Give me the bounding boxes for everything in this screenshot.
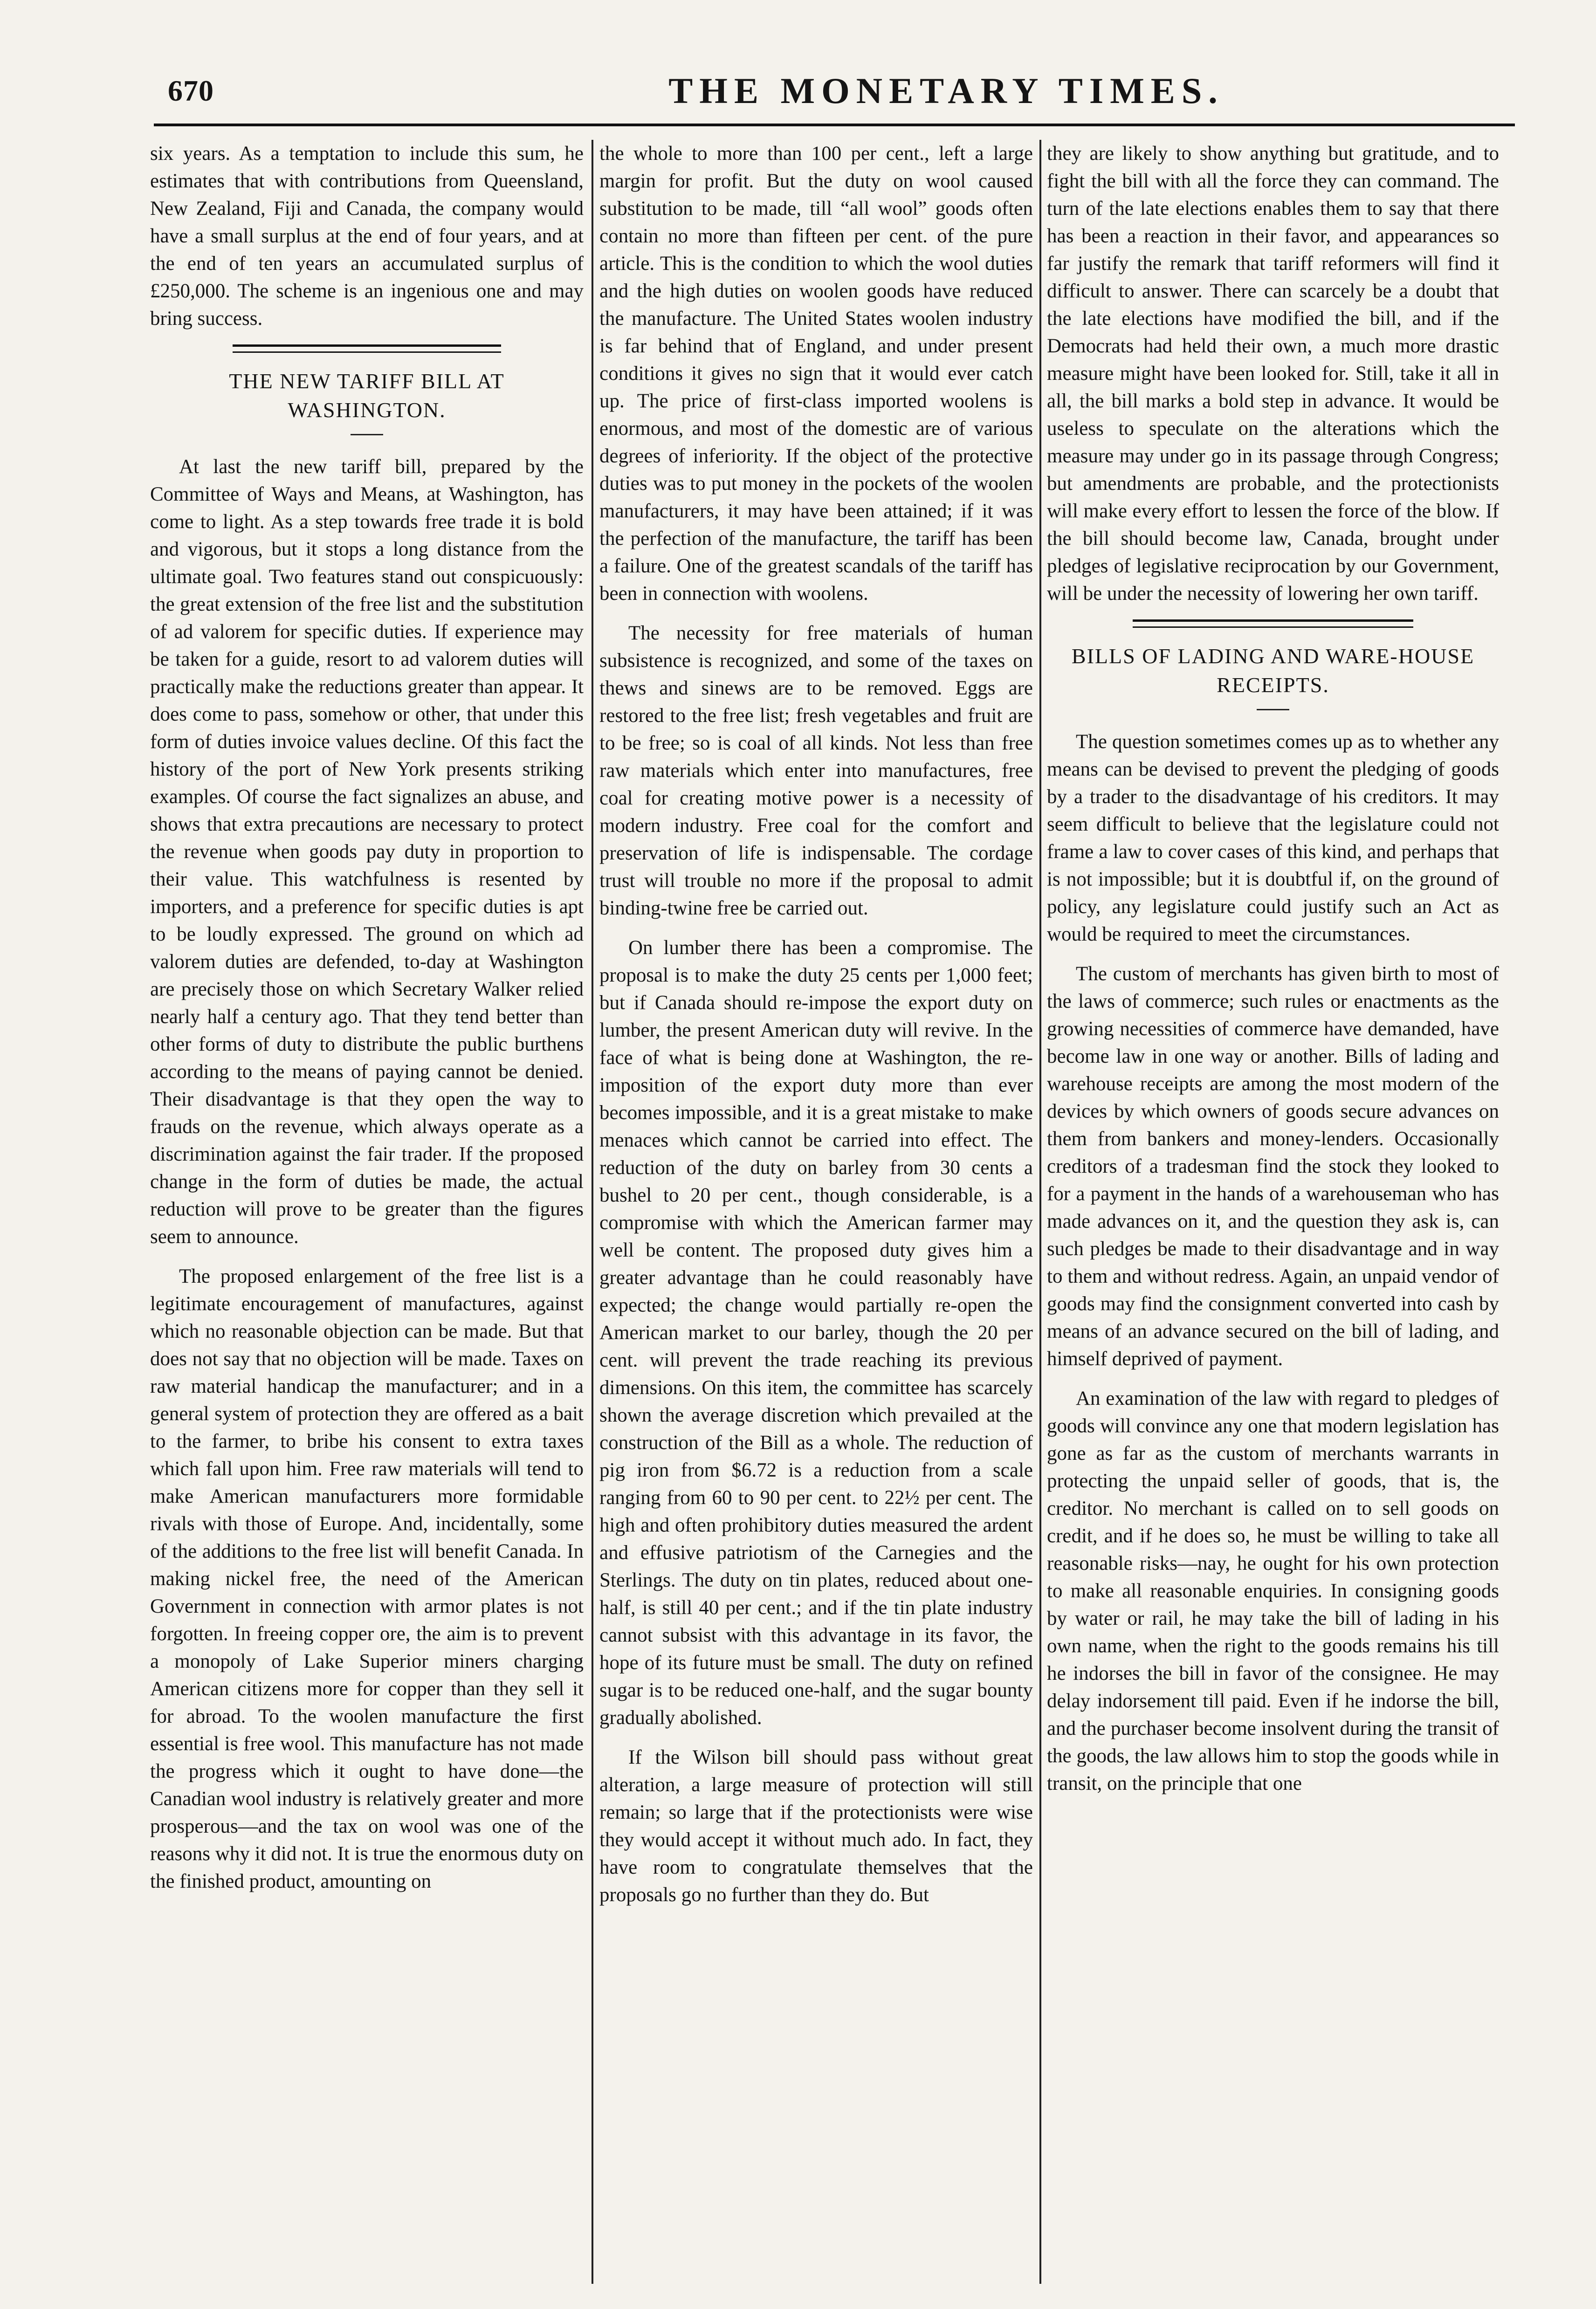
paragraph: the whole to more than 100 per cent., left a large margin for profit. But the duty on wool caused substitution to be made, till “all wool” goods often contain no more than fifteen per cent. of the pure article. This is the condition to which the wool duties and the high duties on woolen goods have reduced the manufacture. The United States woolen industry is far behind that of England, and under present conditions it gives no sign that it would ever catch up. The price of first-class imported woolens is enormous, and most of the domestic are of various degrees of inferiority. If the object of the protective duties was to put money in the pockets of the woolen manufacturers, it may have been attained; if it was the perfection of the manufacture, the tariff has been a failure. One of the greatest scandals of the tariff has been in connection with woolens. — [599, 143, 1033, 605]
heading-rule — [351, 434, 383, 435]
column-1 — [150, 140, 584, 2284]
paragraph: The custom of merchants has given birth to most of the laws of commerce; such rules or enactments as the growing necessities of commerce have demanded, have become law in one way or another. Bills of lading and warehouse receipts are among the most modern of the devices by which owners of goods secure advances on them from bankers and money-lenders. Occasionally creditors of a tradesman find the stock they looked to for a payment in the hands of a warehouseman who has made advances on it, and the question they ask is, can such pledges be made to their disadvantage and in way to them and without redress. Again, an unpaid vendor of goods may find the consignment converted into cash by means of an advance secured on the bill of lading, and himself deprived of payment. — [1047, 963, 1499, 1370]
column-divider — [1039, 140, 1041, 2284]
paragraph: If the Wilson bill should pass without great alteration, a large measure of protection will still remain; so large that if the protectionists were wise they would accept it without much ado. In fact, they have room to congratulate themselves that the proposals go no further than they do. But — [599, 1746, 1033, 1906]
article-heading: BILLS OF LADING AND WARE-HOUSE RECEIPTS. — [1071, 644, 1475, 697]
paragraph: The proposed enlargement of the free list is a legitimate encouragement of manufactures, against which no reasonable objection can be made. But that does not say that no objection will be made. Taxes on raw material handicap the manufacturer; and in a general system of protection they are offered as a bait to the farmer, to bribe his consent to extra taxes which fall upon him. Free raw materials will tend to make American manufacturers more formidable rivals with those of Europe. And, incidentally, some of the additions to the free list will benefit Canada. In making nickel free, the need of the American Government in connection with armor plates is not forgotten. In freeing copper ore, the aim is to prevent a monopoly of Lake Superior miners charging American citizens more for copper than they sell it for abroad. To the woolen manufacture the first essential is free wool. This manufacture has not made the progress which it ought to have done—the Canadian wool industry is relatively greater and more prosperous—and the tax on wool was one of the reasons why it did not. It is true the enormous duty on the finished product, amounting on — [150, 1265, 584, 1892]
column-3 — [1047, 140, 1499, 2293]
header-rule — [154, 124, 1515, 126]
column-divider — [592, 140, 593, 2284]
paragraph: The necessity for free materials of human subsistence is recognized, and some of the taxes on thews and sinews are to be removed. Eggs are restored to the free list; fresh vegetables and fruit are to be free; so is coal of all kinds. Not less than free raw materials which enter into manufactures, free coal for creating motive power is a necessity of modern industry. Free coal for the comfort and preservation of life is indispensable. The cordage trust will trouble no more if the proposal to admit binding-twine free be carried out. — [599, 622, 1033, 919]
paragraph: At last the new tariff bill, prepared by the Committee of Ways and Means, at Washington, has come to light. As a step towards free trade it is bold and vigorous, but it stops a long distance from the ultimate goal. Two features stand out conspicuously: the great extension of the free list and the substitution of ad valorem for specific duties. If experience may be taken for a guide, resort to ad valorem duties will practically make the reductions greater than appear. It does come to pass, somehow or other, that under this form of duties invoice values decline. Of this fact the history of the port of New York presents striking examples. Of course the fact signalizes an abuse, and shows that extra precautions are necessary to protect the revenue when goods pay duty in proportion to their value. This watchfulness is resented by importers, and a preference for specific duties is apt to be loudly expressed. The ground on which ad valorem duties are defended, to-day at Washington are precisely those on which Secretary Walker relied nearly half a century ago. That they tend better than other forms of duty to distribute the public burthens according to the means of paying cannot be denied. Their disadvantage is that they open the way to frauds on the revenue, which always operate as a discrimination against the fair trader. If the proposed change in the form of duties be made, the actual reduction will prove to be greater than the figures seem to announce. — [150, 456, 584, 1248]
column-2 — [599, 140, 1033, 2288]
paragraph: An examination of the law with regard to pledges of goods will convince any one that modern legislation has gone as far as the custom of merchants warrants in protecting the unpaid seller of goods, that is, the creditor. No merchant is called on to sell goods on credit, and if he does so, he must be willing to take all reasonable risks—nay, he ought for his own protection to make all reasonable enquiries. In consigning goods by water or rail, he may take the bill of lading in his own name, when the right to the goods remains his till he indorses the bill in favor of the consignee. He may delay indorsement till paid. Even if he indorse the bill, and the purchaser become insolvent during the transit of the goods, the law allows him to stop the goods while in transit, on the principle that one — [1047, 1388, 1499, 1794]
publication-title: THE MONETARY TIMES. — [668, 70, 1224, 111]
paragraph: The question sometimes comes up as to whether any means can be devised to prevent the pledging of goods by a trader to the disadvantage of his creditors. It may seem difficult to believe that the legislature could not frame a law to cover cases of this kind, and perhaps that is not impossible; but it is doubtful if, on the ground of policy, any legislature could justify such an Act as would be required to meet the circumstances. — [1047, 731, 1499, 945]
heading-rule — [1257, 709, 1289, 710]
paragraph: On lumber there has been a compromise. The proposal is to make the duty 25 cents per 1,000 feet; but if Canada should re-impose the export duty on lumber, the present American duty will revive. In the face of what is being done at Washington, the re-imposition of the export duty more than ever becomes impossible, and it is a great mistake to make menaces which cannot be carried into effect. The reduction of the duty on barley from 30 cents a bushel to 20 per cent., though considerable, is a compromise with which the American farmer may well be content. The proposed duty gives him a greater advantage than he could reasonably have expected; the change would partially re-open the American market to our barley, though the 20 per cent. will prevent the trade reaching its previous dimensions. On this item, the committee has scarcely shown the average discretion which prevailed at the construction of the Bill as a whole. The reduction of pig iron from $6.72 is a reduction from a scale ranging from 60 to 90 per cent. to 22½ per cent. The high and often prohibitory duties measured the ardent and effusive patriotism of the Carnegies and the Sterlings. The duty on tin plates, reduced about one-half, is still 40 per cent.; and if the tin plate industry cannot subsist with this advantage in its favor, the hope of its future must be small. The duty on refined sugar is to be reduced one-half, and the sugar bounty gradually abolished. — [599, 937, 1033, 1729]
paragraph: they are likely to show anything but gratitude, and to fight the bill with all the force they can command. The turn of the late elections enables them to say that there has been a reaction in their favor, and appearances so far justify the remark that tariff reformers will find it difficult to answer. There can scarcely be a doubt that the late elections have modified the bill, and if the Democrats had held their own, a much more drastic measure might have been looked for. Still, take it all in all, the bill marks a bold step in advance. It would be useless to speculate on the alterations which the measure may under go in its passage through Congress; but amendments are probable, and the protectionists will make every effort to lessen the force of the blow. If the bill should become law, Canada, brought under pledges of legislative reciprocation by our Government, will be under the necessity of lowering her own tariff. — [1047, 143, 1499, 605]
section-separator — [1133, 619, 1413, 628]
page-number: 670 — [168, 74, 214, 107]
section-separator — [233, 344, 502, 353]
page-header — [168, 70, 1520, 117]
article-continuation: six years. As a temptation to include this sum, he estimates that with contributions from Queensland, New Zealand, Fiji and Canada, the company would have a small surplus at the end of four years, and at the end of ten years an accumulated surplus of £250,000. The scheme is an ingenious one and may bring success. — [150, 143, 584, 330]
article-heading: THE NEW TARIFF BILL AT WASHINGTON. — [229, 369, 505, 422]
